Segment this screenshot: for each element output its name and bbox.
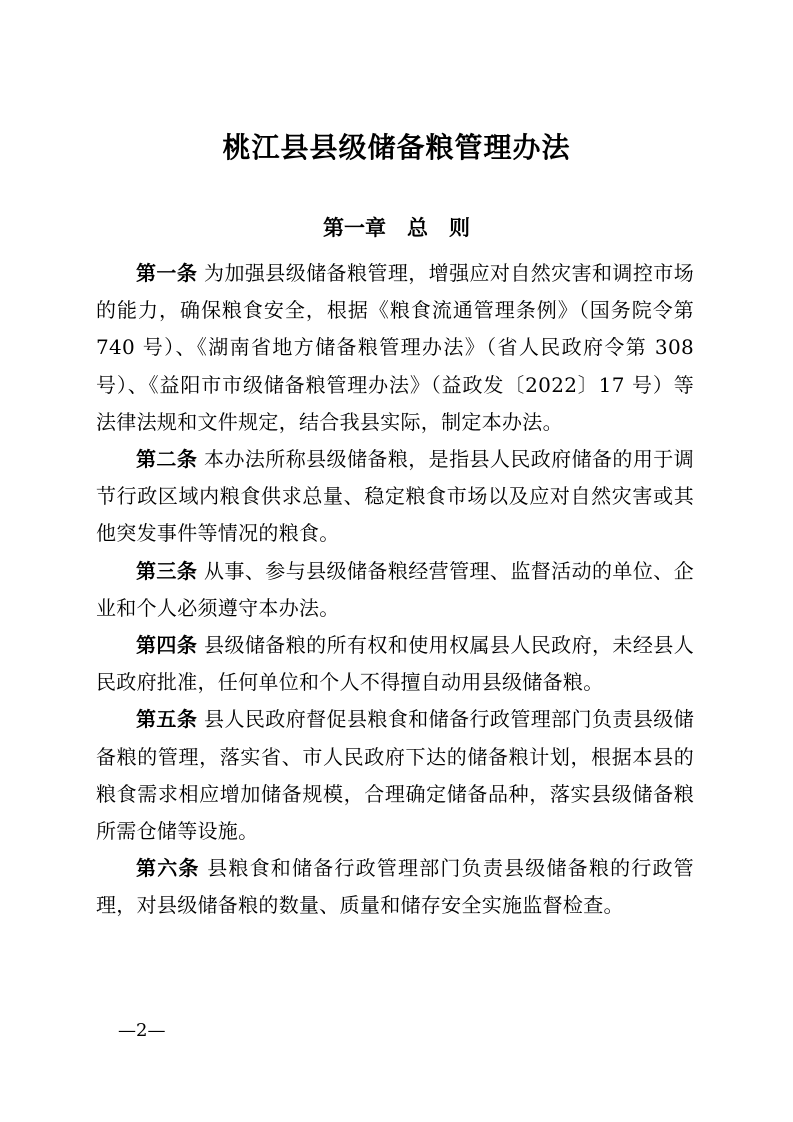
article-label: 第二条 [136, 447, 198, 472]
article-text: 从事、参与县级储备粮经营管理、监督活动的单位、企业和个人必须遵守本办法。 [96, 558, 694, 620]
chapter-heading: 第一章 总 则 [323, 216, 470, 240]
article-6 [96, 850, 694, 924]
article-text: 为加强县级储备粮管理，增强应对自然灾害和调控市场的能力，确保粮食安全，根据《粮食流通管理条例》（国务院令第 740 号）、《湖南省地方储备粮管理办法》（省人民政府令第 308 号）、《益阳市市级储备粮管理办法》（益政发〔2022〕17 号）等法律法规和文件规定，结合我县实际，制定本办法。 [96, 261, 694, 434]
article-4 [96, 627, 694, 701]
article-label: 第三条 [136, 558, 198, 583]
document-body [96, 255, 694, 925]
article-3 [96, 553, 694, 627]
page-number: —2— [118, 1020, 166, 1041]
article-label: 第六条 [136, 856, 200, 881]
article-text: 县级储备粮的所有权和使用权属县人民政府，未经县人民政府批准，任何单位和个人不得擅自动用县级储备粮。 [96, 633, 694, 695]
article-text: 本办法所称县级储备粮，是指县人民政府储备的用于调节行政区域内粮食供求总量、稳定粮食市场以及应对自然灾害或其他突发事件等情况的粮食。 [96, 447, 694, 546]
article-label: 第五条 [136, 707, 198, 732]
article-label: 第四条 [136, 633, 198, 658]
article-text: 县粮食和储备行政管理部门负责县级储备粮的行政管理，对县级储备粮的数量、质量和储存安全实施监督检查。 [96, 856, 694, 918]
document-title: 桃江县县级储备粮管理办法 [222, 131, 571, 164]
article-2 [96, 441, 694, 553]
article-text: 县人民政府督促县粮食和储备行政管理部门负责县级储备粮的管理，落实省、市人民政府下达的储备粮计划，根据本县的粮食需求相应增加储备规模，合理确定储备品种，落实县级储备粮所需仓储等设施。 [96, 707, 694, 844]
article-5 [96, 701, 694, 850]
article-1 [96, 255, 694, 441]
article-label: 第一条 [136, 261, 198, 285]
